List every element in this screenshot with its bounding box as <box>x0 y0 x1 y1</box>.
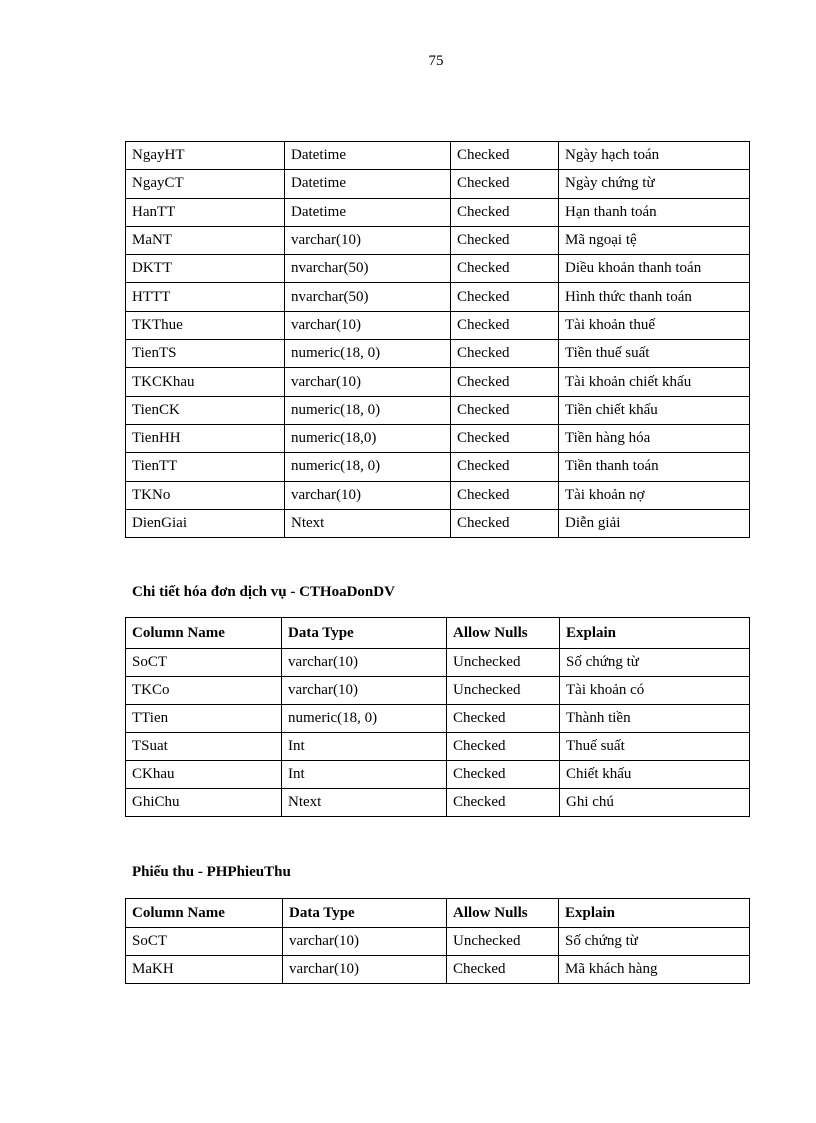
allow-nulls-cell: Checked <box>447 733 560 761</box>
data-type-cell: numeric(18, 0) <box>285 453 451 481</box>
table-row <box>126 368 750 396</box>
column-name-cell: SoCT <box>126 928 283 956</box>
table-row <box>126 761 750 789</box>
data-type-cell: Datetime <box>285 170 451 198</box>
data-type-cell: numeric(18,0) <box>285 424 451 452</box>
section-title-phphieuthu: Phiếu thu - PHPhieuThu <box>132 864 291 880</box>
column-name-cell: TKNo <box>126 481 285 509</box>
column-name-cell: TTien <box>126 705 282 733</box>
explain-cell: Diều khoản thanh toán <box>559 255 750 283</box>
explain-cell: Tiền hàng hóa <box>559 424 750 452</box>
explain-cell: Hạn thanh toán <box>559 198 750 226</box>
table-row <box>126 311 750 339</box>
column-name-cell: HanTT <box>126 198 285 226</box>
allow-nulls-cell: Checked <box>447 705 560 733</box>
header-explain: Explain <box>559 899 750 928</box>
allow-nulls-cell: Checked <box>451 283 559 311</box>
data-type-cell: numeric(18, 0) <box>282 705 447 733</box>
column-name-cell: TienTT <box>126 453 285 481</box>
table-row <box>126 255 750 283</box>
allow-nulls-cell: Checked <box>451 453 559 481</box>
table-row <box>126 396 750 424</box>
column-name-cell: CKhau <box>126 761 282 789</box>
table-row <box>126 509 750 537</box>
allow-nulls-cell: Checked <box>451 424 559 452</box>
column-name-cell: MaKH <box>126 956 283 984</box>
data-type-cell: Datetime <box>285 142 451 170</box>
table-row <box>126 170 750 198</box>
column-name-cell: MaNT <box>126 226 285 254</box>
header-column-name: Column Name <box>126 618 282 649</box>
data-type-cell: nvarchar(50) <box>285 255 451 283</box>
explain-cell: Mã ngoại tệ <box>559 226 750 254</box>
table-header-row <box>126 618 750 649</box>
table-row <box>126 424 750 452</box>
section-title-cthoadondv: Chi tiết hóa đơn dịch vụ - CTHoaDonDV <box>132 584 395 600</box>
explain-cell: Ngày chứng từ <box>559 170 750 198</box>
allow-nulls-cell: Unchecked <box>447 649 560 677</box>
allow-nulls-cell: Checked <box>451 255 559 283</box>
header-data-type: Data Type <box>283 899 447 928</box>
table-row <box>126 340 750 368</box>
data-type-cell: varchar(10) <box>282 649 447 677</box>
data-type-cell: Datetime <box>285 198 451 226</box>
allow-nulls-cell: Checked <box>451 226 559 254</box>
header-allow-nulls: Allow Nulls <box>447 618 560 649</box>
table-row <box>126 142 750 170</box>
data-type-cell: varchar(10) <box>283 956 447 984</box>
allow-nulls-cell: Checked <box>451 142 559 170</box>
table-row <box>126 283 750 311</box>
allow-nulls-cell: Checked <box>451 198 559 226</box>
table-row <box>126 733 750 761</box>
table-phphieuthu <box>125 898 750 984</box>
allow-nulls-cell: Checked <box>451 481 559 509</box>
allow-nulls-cell: Checked <box>447 956 559 984</box>
data-type-cell: numeric(18, 0) <box>285 340 451 368</box>
table-row <box>126 928 750 956</box>
allow-nulls-cell: Checked <box>451 396 559 424</box>
explain-cell: Số chứng từ <box>560 649 750 677</box>
column-name-cell: TienTS <box>126 340 285 368</box>
data-type-cell: nvarchar(50) <box>285 283 451 311</box>
table-row <box>126 226 750 254</box>
header-explain: Explain <box>560 618 750 649</box>
table-header-row <box>126 899 750 928</box>
table-row <box>126 705 750 733</box>
table-cthoadondv <box>125 617 750 817</box>
data-type-cell: Int <box>282 733 447 761</box>
data-type-cell: numeric(18, 0) <box>285 396 451 424</box>
column-name-cell: TKThue <box>126 311 285 339</box>
column-name-cell: TSuat <box>126 733 282 761</box>
table-row <box>126 481 750 509</box>
data-type-cell: Int <box>282 761 447 789</box>
explain-cell: Diễn giải <box>559 509 750 537</box>
explain-cell: Ngày hạch toán <box>559 142 750 170</box>
header-allow-nulls: Allow Nulls <box>447 899 559 928</box>
column-name-cell: TKCo <box>126 677 282 705</box>
explain-cell: Thuế suất <box>560 733 750 761</box>
explain-cell: Tiền thuế suất <box>559 340 750 368</box>
allow-nulls-cell: Checked <box>447 789 560 817</box>
table-row <box>126 789 750 817</box>
explain-cell: Số chứng từ <box>559 928 750 956</box>
column-name-cell: HTTT <box>126 283 285 311</box>
allow-nulls-cell: Checked <box>451 340 559 368</box>
explain-cell: Tài khoản chiết khấu <box>559 368 750 396</box>
column-name-cell: SoCT <box>126 649 282 677</box>
header-column-name: Column Name <box>126 899 283 928</box>
column-name-cell: TienCK <box>126 396 285 424</box>
explain-cell: Tài khoản có <box>560 677 750 705</box>
table-row <box>126 453 750 481</box>
explain-cell: Hình thức thanh toán <box>559 283 750 311</box>
data-type-cell: varchar(10) <box>282 677 447 705</box>
data-type-cell: Ntext <box>282 789 447 817</box>
table1-body <box>126 142 750 538</box>
allow-nulls-cell: Unchecked <box>447 928 559 956</box>
data-type-cell: Ntext <box>285 509 451 537</box>
column-name-cell: DKTT <box>126 255 285 283</box>
column-name-cell: TKCKhau <box>126 368 285 396</box>
column-name-cell: DienGiai <box>126 509 285 537</box>
data-type-cell: varchar(10) <box>285 368 451 396</box>
explain-cell: Tài khoản thuế <box>559 311 750 339</box>
column-name-cell: NgayHT <box>126 142 285 170</box>
allow-nulls-cell: Checked <box>451 170 559 198</box>
data-type-cell: varchar(10) <box>285 311 451 339</box>
explain-cell: Chiết khấu <box>560 761 750 789</box>
data-type-cell: varchar(10) <box>285 226 451 254</box>
explain-cell: Thành tiền <box>560 705 750 733</box>
table-row <box>126 956 750 984</box>
column-name-cell: NgayCT <box>126 170 285 198</box>
column-name-cell: TienHH <box>126 424 285 452</box>
explain-cell: Tiền chiết khấu <box>559 396 750 424</box>
allow-nulls-cell: Checked <box>451 368 559 396</box>
table-row <box>126 198 750 226</box>
explain-cell: Tài khoản nợ <box>559 481 750 509</box>
allow-nulls-cell: Checked <box>451 311 559 339</box>
table-continued <box>125 141 750 538</box>
explain-cell: Ghi chú <box>560 789 750 817</box>
explain-cell: Mã khách hàng <box>559 956 750 984</box>
explain-cell: Tiền thanh toán <box>559 453 750 481</box>
table-row <box>126 677 750 705</box>
allow-nulls-cell: Unchecked <box>447 677 560 705</box>
data-type-cell: varchar(10) <box>283 928 447 956</box>
table-row <box>126 649 750 677</box>
data-type-cell: varchar(10) <box>285 481 451 509</box>
column-name-cell: GhiChu <box>126 789 282 817</box>
page-number: 75 <box>428 53 444 69</box>
header-data-type: Data Type <box>282 618 447 649</box>
allow-nulls-cell: Checked <box>451 509 559 537</box>
allow-nulls-cell: Checked <box>447 761 560 789</box>
